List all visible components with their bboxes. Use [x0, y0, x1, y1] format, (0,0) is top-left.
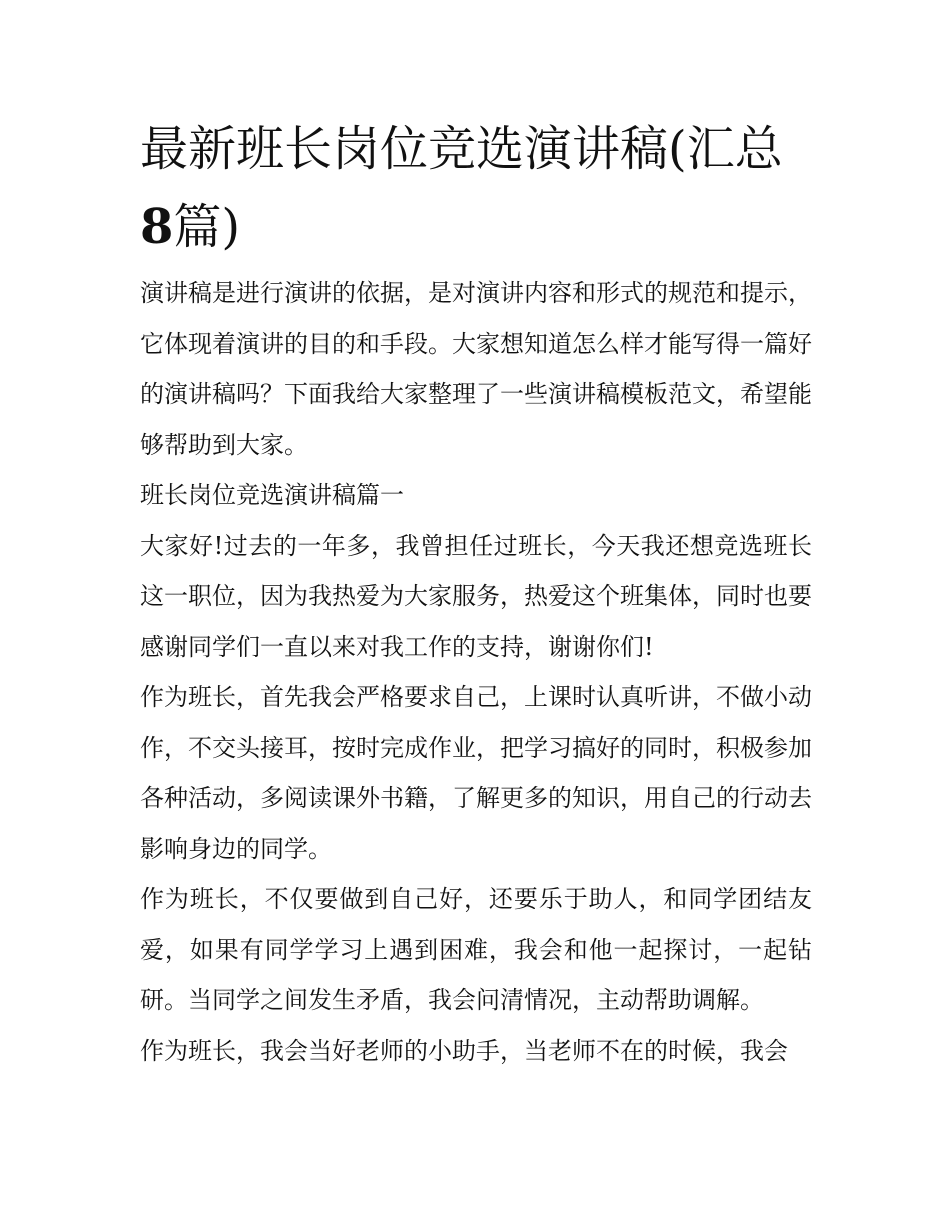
intro-paragraph: 演讲稿是进行演讲的依据，是对演讲内容和形式的规范和提示，它体现着演讲的目的和手段。大家想知道怎么样才能写得一篇好的演讲稿吗？下面我给大家整理了一些演讲稿模板范文，希望能够帮助到大家。 [140, 279, 812, 459]
body-paragraph: 作为班长，首先我会严格要求自己，上课时认真听讲，不做小动作，不交头接耳，按时完成作业，把学习搞好的同时，积极参加各种活动，多阅读课外书籍，了解更多的知识，用自己的行动去影响身边的同学。 [140, 683, 812, 863]
body-paragraph: 大家好!过去的一年多，我曾担任过班长，今天我还想竞选班长这一职位，因为我热爱为大家服务，热爱这个班集体，同时也要感谢同学们一直以来对我工作的支持，谢谢你们! [140, 531, 812, 661]
body-paragraph: 作为班长，我会当好老师的小助手，当老师不在的时候，我会 [140, 1036, 788, 1065]
body-paragraph: 作为班长，不仅要做到自己好，还要乐于助人，和同学团结友爱，如果有同学学习上遇到困难，我会和他一起探讨，一起钻研。当同学之间发生矛盾，我会问清情况，主动帮助调解。 [140, 885, 812, 1014]
section-heading: 班长岗位竞选演讲稿篇一 [140, 481, 404, 509]
document-body [140, 110, 812, 1076]
document-title: 最新班长岗位竞选演讲稿(汇总8篇) [140, 121, 783, 255]
